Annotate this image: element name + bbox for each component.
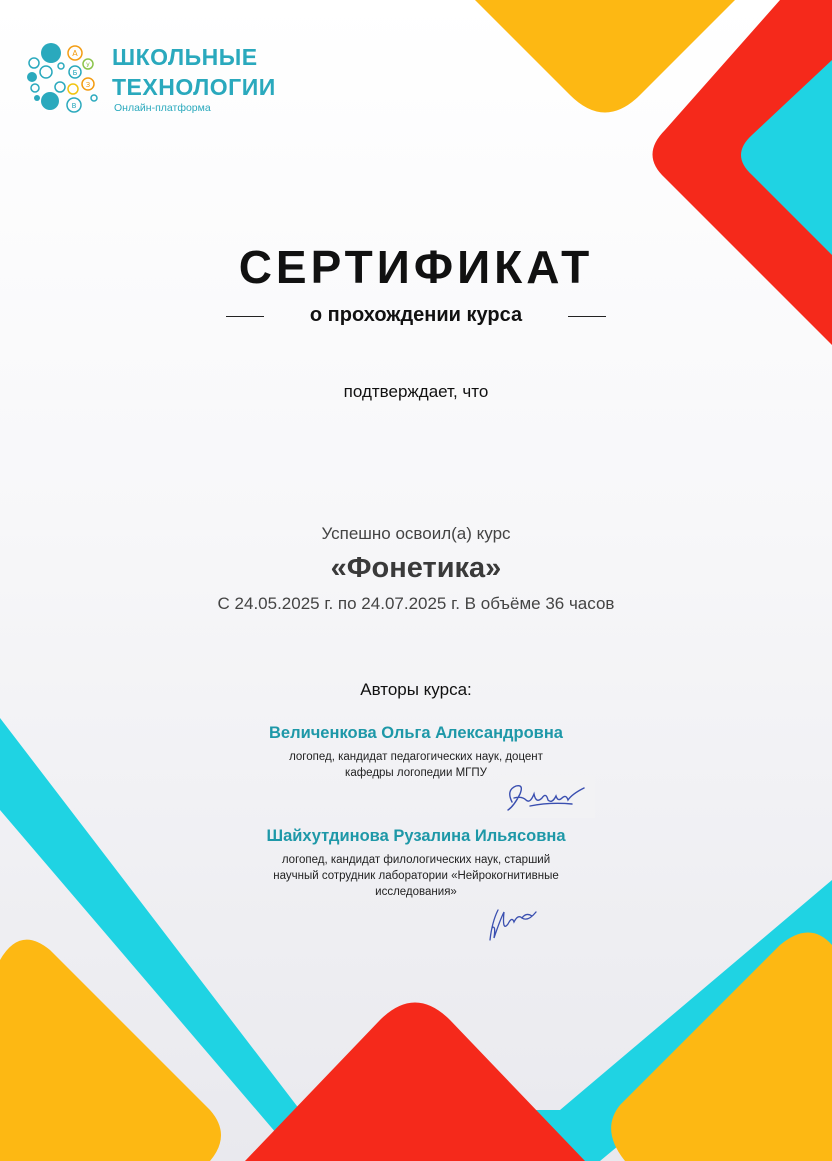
logo-subtitle: Онлайн-платформа — [114, 102, 211, 114]
course-period: С 24.05.2025 г. по 24.07.2025 г. В объёме 36 часов — [217, 594, 615, 613]
author-description — [0, 749, 832, 781]
author-description-line: научный сотрудник лаборатории «Нейрокогнитивные — [273, 870, 559, 882]
author-name: Величенкова Ольга Александровна — [269, 724, 563, 742]
logo-circles-icon — [24, 40, 104, 120]
author-description-line: кафедры логопедии МГПУ — [345, 767, 487, 779]
logo-letter: В — [71, 102, 77, 110]
logo-title-line1: ШКОЛЬНЫЕ — [112, 44, 258, 70]
logo-letter: У — [86, 62, 90, 69]
logo-title-line2: ТЕХНОЛОГИИ — [112, 74, 276, 100]
mastered-course-text: Успешно освоил(а) курс — [321, 524, 511, 543]
certificate-subtitle-row — [0, 304, 832, 332]
bottom-red-shape — [245, 1003, 585, 1161]
certificate-title: СЕРТИФИКАТ — [238, 241, 594, 293]
author-description-line: исследования» — [375, 886, 457, 898]
logo-letter: А — [72, 49, 78, 58]
course-name: «Фонетика» — [330, 552, 502, 584]
certificate-subtitle: о прохождении курса — [309, 304, 523, 326]
school-tech-logo — [24, 40, 284, 120]
logo-letter: Б — [72, 69, 78, 77]
authors-label: Авторы курса: — [360, 680, 472, 699]
signature-1-image — [500, 776, 595, 818]
author-name: Шайхутдинова Рузалина Ильясовна — [266, 827, 566, 845]
author-description — [0, 852, 832, 900]
confirms-text: подтверждает, что — [343, 382, 489, 401]
subtitle-right-rule — [568, 316, 606, 317]
logo-letter: З — [85, 81, 91, 89]
author-description-line: логопед, кандидат педагогических наук, доцент — [289, 751, 543, 763]
author-description-line: логопед, кандидат филологических наук, старший — [281, 854, 551, 866]
signature-2-image — [482, 902, 542, 946]
